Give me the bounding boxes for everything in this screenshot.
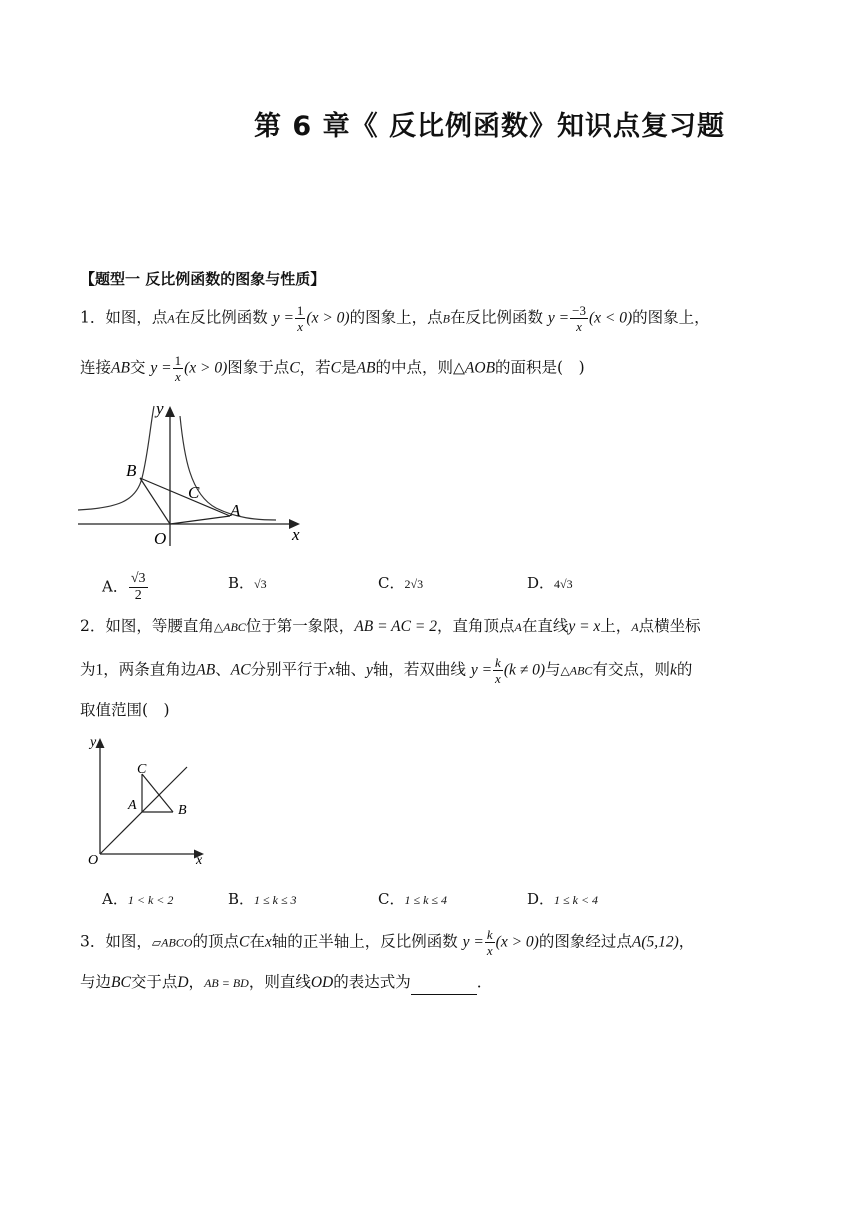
q1-text: 是: [341, 358, 357, 377]
segment-ab: AB: [111, 359, 130, 377]
fraction-denominator: x: [576, 319, 582, 334]
q3-text: ，: [678, 932, 695, 951]
q3-number: 3．: [80, 932, 106, 951]
segment-od: OD: [310, 974, 334, 991]
q1-function-3-fraction: [173, 354, 184, 383]
q2-number: 2．: [80, 617, 106, 635]
option-value: 2√3: [404, 577, 424, 591]
q3-text: ，: [188, 973, 205, 991]
fraction-numerator: k: [486, 927, 493, 942]
q1-option-b[interactable]: [228, 572, 267, 593]
segment-ac: AC: [230, 661, 251, 679]
q2-label-x: x: [196, 853, 203, 868]
fraction-numerator: k: [495, 655, 501, 670]
option-value: 1 < k < 2: [127, 893, 174, 907]
q2-function-condition: (k ≠ 0): [503, 661, 546, 679]
option-value: √3: [254, 577, 267, 591]
q2-line-y-equals-x: [100, 767, 187, 854]
q2-text: ，直角顶点: [436, 617, 515, 635]
parallelogram-abco: ▱ABCO: [151, 935, 193, 950]
q3-text: 的顶点: [192, 932, 239, 951]
q2-label-a: A: [128, 798, 137, 813]
q1-label-c: C: [188, 483, 200, 502]
option-value: 1 ≤ k ≤ 3: [254, 893, 297, 907]
fraction-denominator: x: [297, 319, 304, 334]
option-a-fraction: [129, 572, 148, 603]
q1-figure: [76, 398, 308, 550]
fraction-numerator: √3: [130, 571, 146, 586]
q1-function-3-condition: (x > 0): [184, 359, 228, 377]
point-c: C: [238, 933, 250, 951]
q1-label-o: O: [154, 529, 167, 548]
point-c: C: [330, 359, 342, 377]
fraction-denominator: x: [495, 671, 501, 686]
q1-segment-oa: [170, 516, 230, 524]
q2-number-value: 1: [95, 661, 104, 679]
q2-equation: AB = AC = 2: [354, 618, 437, 635]
point-a: A: [514, 620, 522, 634]
q1-function-1-condition: (x > 0): [306, 309, 350, 327]
q1-text: 的面积是( ): [495, 358, 585, 377]
q2-text: 轴，若双曲线: [372, 660, 466, 679]
q1-line-2: [80, 354, 585, 383]
q3-line-2: [80, 970, 492, 995]
q1-point-b: B: [442, 311, 450, 326]
q2-text: 上，: [600, 617, 632, 635]
q1-text: 图象于点: [227, 358, 290, 377]
q2-text: 、: [215, 660, 231, 679]
answer-blank[interactable]: [411, 978, 477, 995]
q3-function-fraction: [485, 928, 495, 957]
option-label: C．: [378, 890, 405, 908]
q1-text: 在反比例函数: [449, 308, 543, 327]
q1-left-curve: [78, 406, 154, 510]
section-heading: 【题型一 反比例函数的图象与性质】: [80, 270, 326, 288]
q2-option-d[interactable]: [527, 888, 598, 909]
segment-ab: AB: [356, 359, 376, 377]
q1-option-c[interactable]: [378, 572, 423, 593]
q3-function-lhs: y =: [462, 933, 484, 951]
q3-line-1: [80, 928, 694, 957]
q2-line-3: [80, 698, 170, 722]
fraction-numerator: 1: [174, 353, 182, 368]
q3-equation: AB = BD: [204, 976, 249, 990]
option-label: B．: [228, 890, 255, 908]
q2-figure: [84, 730, 214, 870]
q1-text: 在反比例函数: [174, 308, 268, 327]
q1-text: 的图象上，: [632, 308, 710, 327]
fraction-numerator: 1: [296, 303, 304, 318]
point-a: A: [631, 620, 639, 634]
q2-segment-bc: [142, 774, 173, 812]
q1-function-2-condition: (x < 0): [588, 309, 633, 327]
q1-option-a[interactable]: [102, 572, 149, 603]
fraction-denominator: x: [174, 369, 181, 384]
q1-function-1-lhs: y =: [272, 309, 294, 327]
q1-number: 1．: [80, 308, 106, 327]
q1-text: 交: [129, 358, 146, 377]
triangle-abc: △ABC: [560, 663, 593, 678]
q2-option-a[interactable]: [102, 888, 173, 909]
option-value: 4√3: [554, 577, 573, 591]
option-label: B．: [228, 574, 255, 592]
q3-text: 轴的正半轴上，反比例函数: [271, 932, 458, 951]
option-value: 1 ≤ k ≤ 4: [404, 893, 447, 907]
q1-option-d[interactable]: [527, 572, 573, 593]
q2-label-y: y: [90, 735, 97, 750]
option-label: D．: [527, 574, 555, 592]
option-label: A．: [102, 577, 128, 596]
q2-text: 有交点，则: [592, 660, 670, 679]
q3-text: 的表达式为: [333, 973, 411, 991]
q1-text: 的中点，则: [375, 358, 453, 377]
q3-text: 如图，: [105, 932, 152, 951]
q2-text: 的: [676, 660, 693, 679]
var-x: x: [328, 661, 335, 679]
q1-text: ，若: [299, 358, 331, 377]
q2-function-lhs: y =: [470, 661, 493, 679]
q3-text: 交于点: [130, 973, 178, 991]
q2-text: 如图，等腰直角: [105, 617, 214, 635]
q1-function-2-fraction: [570, 304, 588, 333]
fraction-denominator: 2: [134, 588, 142, 603]
q1-label-b: B: [126, 461, 137, 480]
segment-ab: AB: [196, 661, 216, 679]
q1-label-y: y: [156, 399, 164, 418]
q2-y-arrow: [96, 738, 105, 748]
page-title: 第 6 章《 反比例函数》知识点复习题: [254, 111, 725, 142]
q3-function-condition: (x > 0): [495, 933, 539, 951]
q3-text: ．: [476, 973, 493, 991]
q1-function-3-lhs: y =: [150, 359, 172, 377]
q2-label-o: O: [88, 853, 99, 868]
q2-text: 分别平行于: [250, 660, 329, 679]
q2-text: 在直线: [521, 617, 569, 635]
q1-line-1: [80, 304, 710, 333]
triangle-aob: △AOB: [452, 359, 496, 377]
var-x: x: [264, 933, 272, 951]
point-a-coords: A(5,12): [631, 933, 679, 951]
q2-text: 位于第一象限，: [245, 617, 355, 635]
q3-text: 与边: [80, 973, 112, 991]
option-label: A．: [102, 890, 128, 908]
q2-line-1: [80, 614, 701, 639]
q1-label-x: x: [292, 525, 300, 544]
q1-label-a: A: [230, 501, 241, 520]
q2-line-2: [80, 656, 692, 685]
q2-function-fraction: [493, 656, 503, 685]
q1-segment-ab: [140, 478, 230, 516]
q2-label-b: B: [178, 803, 187, 818]
q3-text: 在: [249, 932, 265, 951]
q1-text: 连接: [80, 358, 112, 377]
point-d: D: [177, 974, 189, 991]
option-label: C．: [378, 574, 405, 592]
q2-text: 轴、: [334, 660, 366, 679]
point-c: C: [289, 359, 300, 377]
q1-function-1-fraction: [295, 304, 306, 333]
q2-text: 为: [80, 660, 96, 679]
var-y: y: [365, 661, 373, 679]
q3-text: 的图象经过点: [538, 932, 632, 951]
segment-bc: BC: [111, 974, 131, 991]
fraction-denominator: x: [486, 943, 493, 958]
q2-text: 取值范围( ): [80, 701, 170, 719]
line-equation: y = x: [568, 618, 601, 635]
q2-label-c: C: [137, 762, 147, 777]
option-value: 1 ≤ k < 4: [554, 893, 599, 907]
q1-function-2-lhs: y =: [547, 309, 570, 327]
q1-right-curve: [180, 416, 276, 520]
q3-text: ，则直线: [248, 973, 311, 991]
q1-point-a: A: [167, 311, 175, 326]
q2-text: 与: [545, 660, 561, 679]
q1-y-arrow: [165, 406, 175, 417]
q1-text: 的图象上，点: [349, 308, 443, 327]
triangle-abc: △ABC: [213, 620, 246, 634]
q1-text: 如图，点: [105, 308, 168, 327]
q2-option-b[interactable]: [228, 888, 297, 909]
var-k: k: [669, 661, 677, 679]
option-label: D．: [527, 890, 555, 908]
q2-text: ，两条直角边: [103, 660, 197, 679]
q2-text: 点横坐标: [638, 617, 701, 635]
q2-option-c[interactable]: [378, 888, 447, 909]
fraction-numerator: −3: [572, 303, 586, 318]
